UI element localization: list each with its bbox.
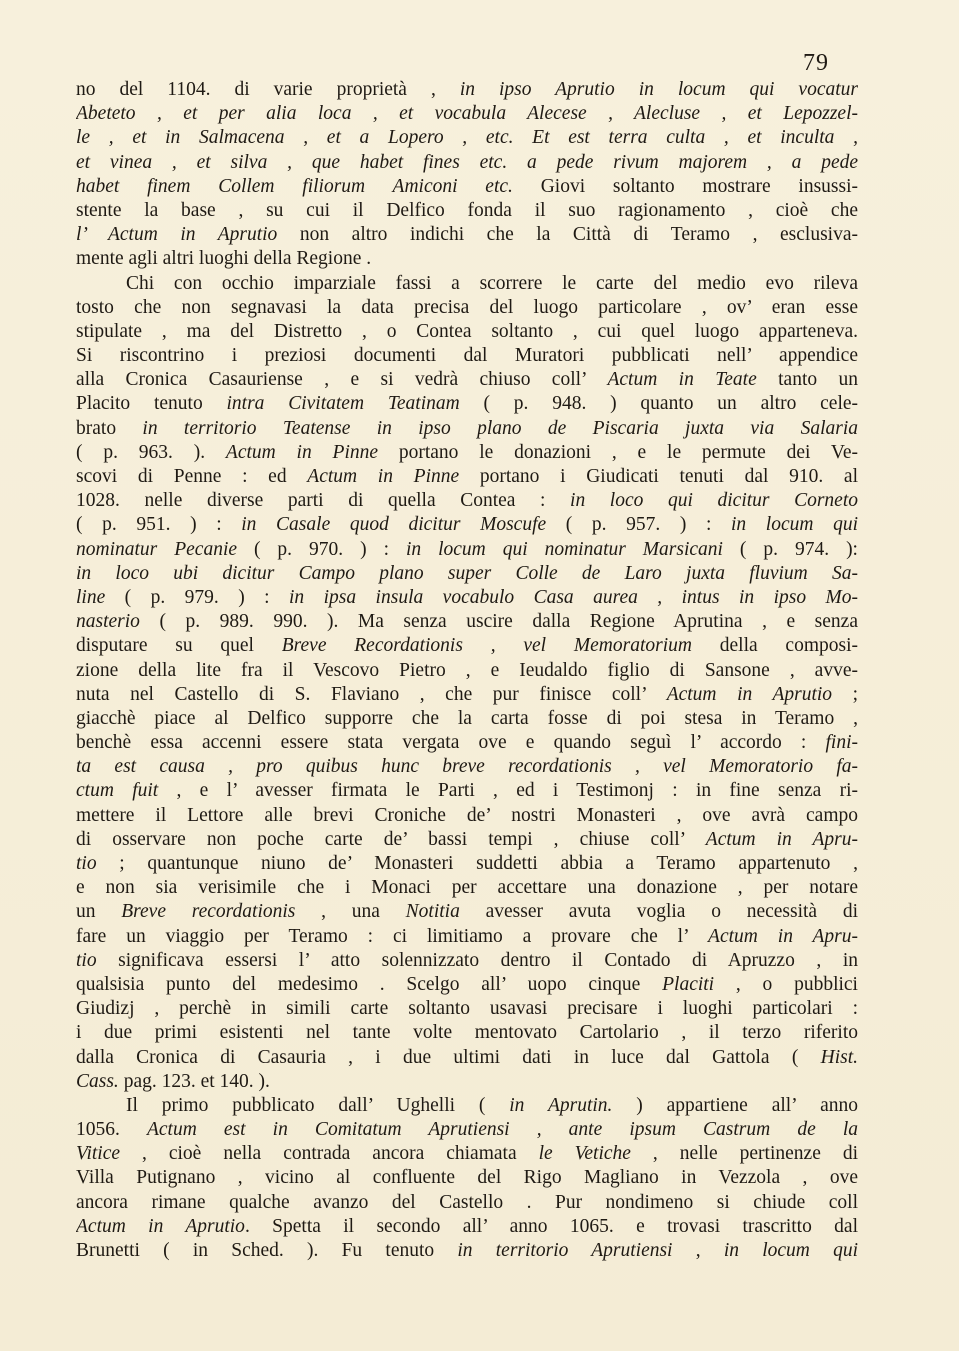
text-line: habet finem Collem filiorum Amiconi etc. Giovi soltanto mostrare insussi- xyxy=(76,175,858,197)
text-line: Vitice , cioè nella contrada ancora chiamata le Vetiche , nelle pertinenze di xyxy=(76,1143,858,1165)
text-line: qualsisia punto del medesimo . Scelgo all’ uopo cinque Placiti , o pubblici xyxy=(76,973,858,995)
text-line: di osservare non poche carte de’ bassi tempi , chiuse coll’ Actum in Apru- xyxy=(76,828,858,850)
page-number: 79 xyxy=(803,50,829,76)
text-line: in loco ubi dicitur Campo plano super Colle de Laro juxta fluvium Sa- xyxy=(76,562,858,584)
text-line: mente agli altri luoghi della Regione . xyxy=(76,248,372,270)
text-line: nasterio ( p. 989. 990. ). Ma senza uscire dalla Regione Aprutina , e senza xyxy=(76,611,858,633)
text-line: Cass. pag. 123. et 140. ). xyxy=(76,1070,270,1092)
text-line: dalla Cronica di Casauria , i due ultimi dati in luce dal Gattola ( Hist. xyxy=(76,1046,858,1068)
text-line: nominatur Pecanie ( p. 970. ) : in locum qui nominatur Marsicani ( p. 974. ): xyxy=(76,538,858,560)
text-line: ancora rimane qualche avanzo del Castello . Pur nondimeno si chiude coll xyxy=(76,1191,858,1213)
text-line: l’ Actum in Aprutio non altro indichi che la Città di Teramo , esclusiva- xyxy=(76,224,858,246)
text-line: no del 1104. di varie proprietà , in ipso Aprutio in locum qui vocatur xyxy=(76,79,858,100)
text-line: scovi di Penne : ed Actum in Pinne portano i Giudicati tenuti dal 910. al xyxy=(76,466,858,487)
text-line: ( p. 951. ) : in Casale quod dicitur Moscufe ( p. 957. ) : in locum qui xyxy=(76,514,858,536)
text-line: et vinea , et silva , que habet fines etc. a pede rivum majorem , a pede xyxy=(76,151,858,173)
text-line: benchè essa accenni essere stata vergata ove e quando seguì l’ accordo : fini- xyxy=(76,732,858,754)
text-line: ( p. 963. ). Actum in Pinne portano le donazioni , e le permute dei Ve- xyxy=(76,441,858,463)
text-line: Abeteto , et per alia loca , et vocabula Alecese , Alecluse , et Lepozzel- xyxy=(76,103,858,125)
text-line: Giudizj , perchè in simili carte soltanto usavasi precisare i luoghi particolari : xyxy=(76,998,858,1020)
text-line: mettere il Lettore alle brevi Croniche de’ nostri Monasteri , ove avrà campo xyxy=(76,804,858,826)
text-line: nuta nel Castello di S. Flaviano , che pur finisce coll’ Actum in Aprutio ; xyxy=(76,683,858,705)
text-line: Placito tenuto intra Civitatem Teatinam ( p. 948. ) quanto un altro cele- xyxy=(76,393,858,415)
text-line: ta est causa , pro quibus hunc breve recordationis , vel Memoratorio fa- xyxy=(76,756,858,778)
text-line: Chi con occhio imparziale fassi a scorrere le carte del medio evo rileva xyxy=(126,272,858,294)
text-line: Il primo pubblicato dall’ Ughelli ( in Aprutin. ) appartiene all’ anno xyxy=(126,1094,858,1116)
text-line: brato in territorio Teatense in ipso plano de Piscaria juxta via Salaria xyxy=(76,417,858,439)
text-line: Actum in Aprutio. Spetta il secondo all’ anno 1065. e trovasi trascritto dal xyxy=(76,1215,858,1237)
text-line: stente la base , su cui il Delfico fonda il suo ragionamento , cioè che xyxy=(76,199,858,221)
text-line: line ( p. 979. ) : in ipsa insula vocabulo Casa aurea , intus in ipso Mo- xyxy=(76,586,858,608)
text-line: tio significava essersi l’ atto solennizzato dentro il Contado di Apruzzo , in xyxy=(76,949,858,971)
text-line: stipulate , ma del Distretto , o Contea soltanto , cui quel luogo apparteneva. xyxy=(76,320,858,342)
text-line: tio ; quantunque niuno de’ Monasteri suddetti abbia a Teramo appartenuto , xyxy=(76,853,858,874)
text-line: Brunetti ( in Sched. ). Fu tenuto in territorio Aprutiensi , in locum qui xyxy=(76,1240,858,1261)
text-line: zione della lite fra il Vescovo Pietro , e Ieudaldo figlio di Sansone , avve- xyxy=(76,659,858,681)
text-line: un Breve recordationis , una Notitia avesser avuta voglia o necessità di xyxy=(76,901,858,923)
text-line: Si riscontrino i preziosi documenti dal Muratori pubblicati nell’ appendice xyxy=(76,345,858,367)
text-line: Villa Putignano , vicino al confluente del Rigo Magliano in Vezzola , ove xyxy=(76,1167,858,1189)
text-line: le , et in Salmacena , et a Lopero , etc. Et est terra culta , et inculta , xyxy=(76,127,858,149)
text-line: 1028. nelle diverse parti di quella Contea : in loco qui dicitur Corneto xyxy=(76,490,858,512)
text-line: 1056. Actum est in Comitatum Aprutiensi , ante ipsum Castrum de la xyxy=(76,1119,858,1141)
text-line: ctum fuit , e l’ avesser firmata le Parti , ed i Testimonj : in fine senza ri- xyxy=(76,780,858,802)
text-line: fare un viaggio per Teramo : ci limitiamo a provare che l’ Actum in Apru- xyxy=(76,925,858,947)
text-line: disputare su quel Breve Recordationis , vel Memoratorium della composi- xyxy=(76,635,858,657)
text-line: giacchè piace al Delfico supporre che la carta fosse di poi stesa in Teramo , xyxy=(76,707,858,729)
body-text xyxy=(76,78,858,1263)
text-line: e non sia verisimile che i Monaci per accettare una donazione , per notare xyxy=(76,877,858,899)
text-line: i due primi esistenti nel tante volte mentovato Cartolario , il terzo riferito xyxy=(76,1022,858,1044)
text-line: alla Cronica Casauriense , e si vedrà chiuso coll’ Actum in Teate tanto un xyxy=(76,369,858,391)
text-line: tosto che non segnavasi la data precisa del luogo particolare , ov’ eran esse xyxy=(76,296,858,318)
